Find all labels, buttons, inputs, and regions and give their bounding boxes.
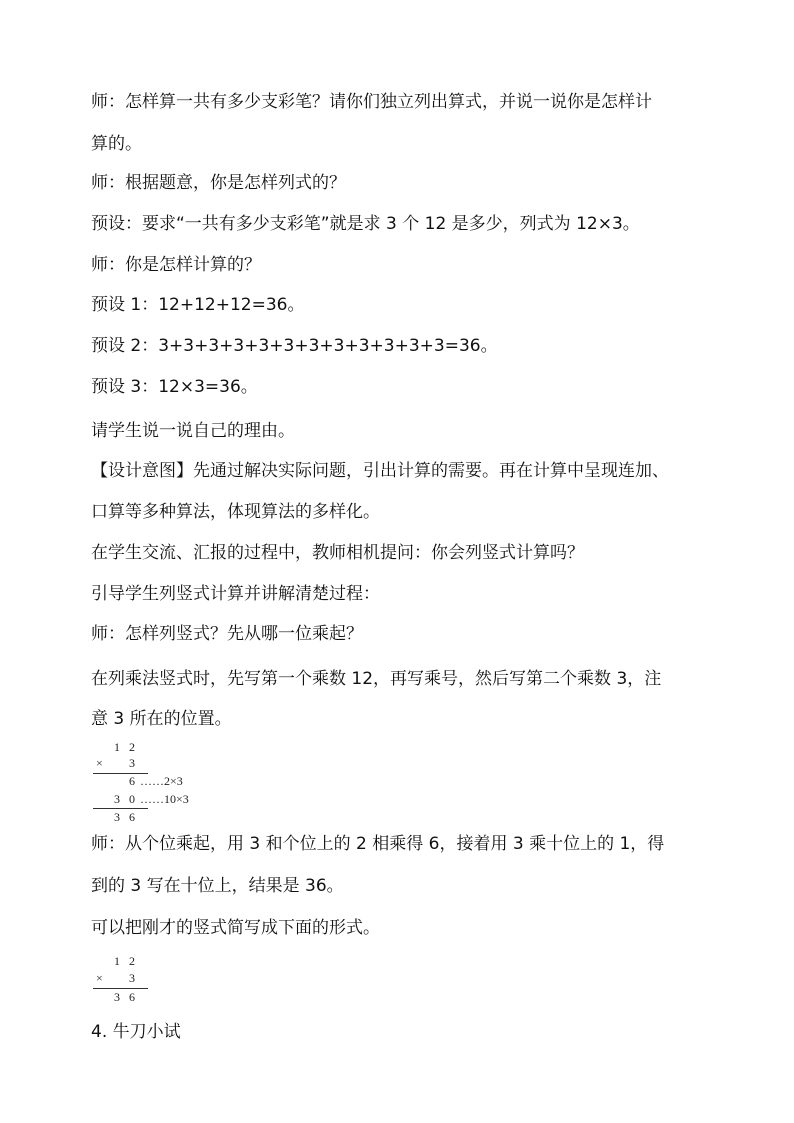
text-line-3: 师：根据题意，你是怎样列式的？ [91,173,346,193]
result-ones: 6 [129,810,135,824]
top-digit-ones: 2 [129,740,135,754]
top-digit-tens: 1 [114,740,120,754]
text-line-5: 师：你是怎样计算的？ [91,255,261,275]
multiplier: 3 [129,756,135,770]
text-line-11: 口算等多种算法，体现算法的多样化。 [91,502,380,522]
vertical1-rule-2 [93,808,148,809]
result-tens: 3 [114,990,120,1004]
text-line-18: 到的 3 写在十位上，结果是 36。 [91,876,344,896]
result-ones: 6 [129,990,135,1004]
top-digit-tens: 1 [114,954,120,968]
text-line-13: 引导学生列竖式计算并讲解清楚过程： [91,584,380,604]
text-line-17: 师：从个位乘起，用 3 和个位上的 2 相乘得 6，接着用 3 乘十位上的 1，得 [91,834,665,854]
text-line-12: 在学生交流、汇报的过程中，教师相机提问：你会列竖式计算吗？ [91,543,584,563]
partial-product-2-ones: 0 [129,792,135,806]
top-digit-ones: 2 [129,954,135,968]
vertical-multiplication-short [91,954,171,1014]
text-line-16: 意 3 所在的位置。 [91,709,232,729]
text-line-2: 算的。 [91,134,142,154]
vertical2-rule [93,988,148,989]
multiplier: 3 [129,971,135,985]
text-line-1: 师：怎样算一共有多少支彩笔？请你们独立列出算式，并说一说你是怎样计 [91,92,652,112]
text-line-8: 预设 3：12×3=36。 [91,377,258,397]
text-line-14: 师：怎样列竖式？先从哪一位乘起？ [91,624,363,644]
text-line-6: 预设 1：12+12+12=36。 [91,295,305,315]
text-line-10: 【设计意图】先通过解决实际问题，引出计算的需要。再在计算中呈现连加、 [91,461,669,481]
section-heading: 4. 牛刀小试 [91,1022,181,1042]
partial-product-2-note: ……10×3 [140,792,189,806]
text-line-15: 在列乘法竖式时，先写第一个乘数 12，再写乘号，然后写第二个乘数 3，注 [91,669,662,689]
times-sign: × [96,971,103,985]
text-line-19: 可以把刚才的竖式简写成下面的形式。 [91,918,380,938]
text-line-4: 预设：要求“一共有多少支彩笔”就是求 3 个 12 是多少，列式为 12×3。 [91,214,640,234]
partial-product-2-tens: 3 [114,792,120,806]
times-sign: × [96,756,103,770]
result-tens: 3 [114,810,120,824]
partial-product-1: 6 [129,774,135,788]
partial-product-1-note: ……2×3 [140,774,183,788]
vertical-multiplication-full [91,740,231,830]
text-line-9: 请学生说一说自己的理由。 [91,421,295,441]
vertical1-rule-1 [93,773,148,774]
text-line-7: 预设 2：3+3+3+3+3+3+3+3+3+3+3+3=36。 [91,336,498,356]
